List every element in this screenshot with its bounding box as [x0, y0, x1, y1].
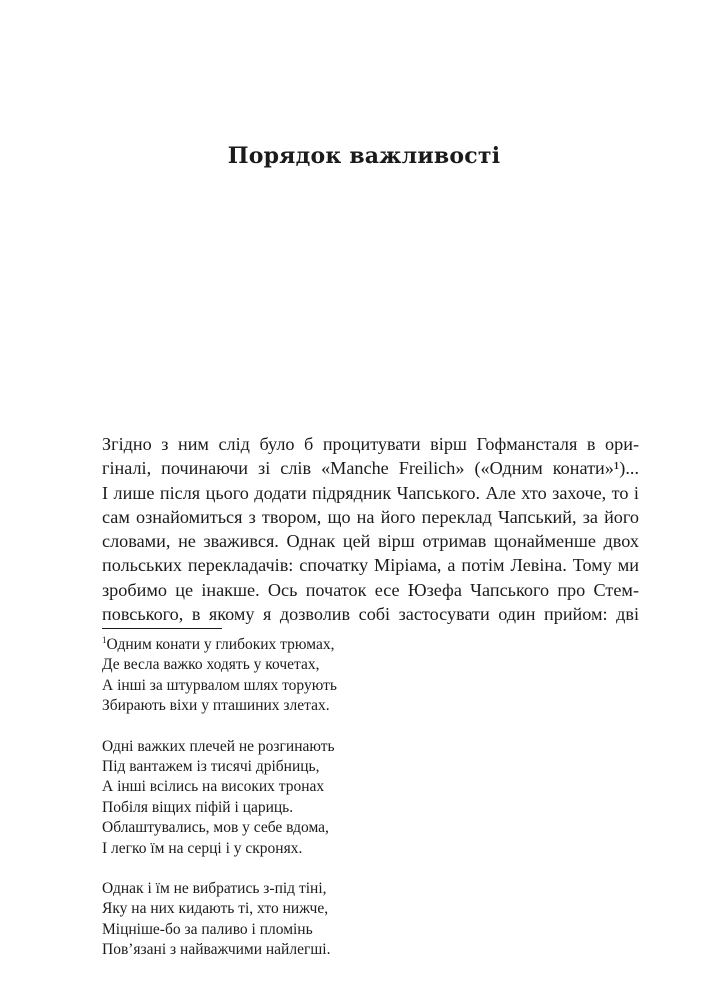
footnote	[102, 635, 622, 981]
chapter-title: Порядок важливості	[227, 143, 501, 169]
footnote-line: Де весла важко ходять у кочетах,	[102, 656, 320, 674]
footnote-line: Пов’язані з найважчими найлегші.	[102, 941, 331, 959]
footnote-line: Міцніше-бо за паливо і пломінь	[102, 920, 313, 938]
footnote-line: Облаштувались, мов у себе вдома,	[102, 819, 329, 837]
body-line: сам ознайомиться з твором, що на його переклад Чапський, за його	[102, 506, 639, 527]
footnote-stanza	[102, 737, 622, 859]
body-line: польських перекладачів: спочатку Міріама, а потім Левіна. Тому ми	[102, 555, 639, 576]
body-line: гіналі, починаючи зі слів «Manche Freilich» («Одним конати»¹)...	[102, 458, 639, 479]
footnote-line: А інші всілись на високих тронах	[102, 778, 325, 796]
footnote-line: І легко їм на серці і у скронях.	[102, 839, 303, 857]
footnote-stanza	[102, 879, 622, 961]
footnote-line: Під вантажем із тисячі дрібниць,	[102, 758, 320, 776]
footnote-line-text: Одним конати у глибоких трюмах,	[106, 636, 335, 653]
footnote-line: Однак і їм не вибратись з-під тіні,	[102, 880, 327, 898]
footnote-line: Яку на них кидають ті, хто нижче,	[102, 900, 329, 918]
footnote-separator	[102, 628, 222, 629]
footnote-line: А інші за штурвалом шлях торують	[102, 676, 337, 694]
footnote-marker: 1	[102, 634, 107, 645]
body-line: повського, в якому я дозволив собі застосувати один прийом: дві	[102, 604, 639, 625]
body-paragraph	[102, 432, 639, 626]
footnote-line: Побіля віщих піфій і цариць.	[102, 798, 294, 816]
body-line: словами, не зважився. Однак цей вірш отримав щонайменше двох	[102, 531, 639, 552]
footnote-line: Збирають віхи у пташиних злетах.	[102, 697, 330, 715]
footnote-line	[102, 635, 622, 655]
body-line: зробимо це інакше. Ось початок есе Юзефа Чапського про Стем-	[102, 579, 639, 600]
footnote-line: Одні важких плечей не розгинають	[102, 737, 335, 755]
body-line: Згідно з ним слід було б процитувати вірш Гофмансталя в ори-	[102, 434, 639, 454]
body-line: І лише після цього додати підрядник Чапського. Але хто захоче, то і	[102, 482, 639, 503]
footnote-stanza	[102, 635, 622, 717]
